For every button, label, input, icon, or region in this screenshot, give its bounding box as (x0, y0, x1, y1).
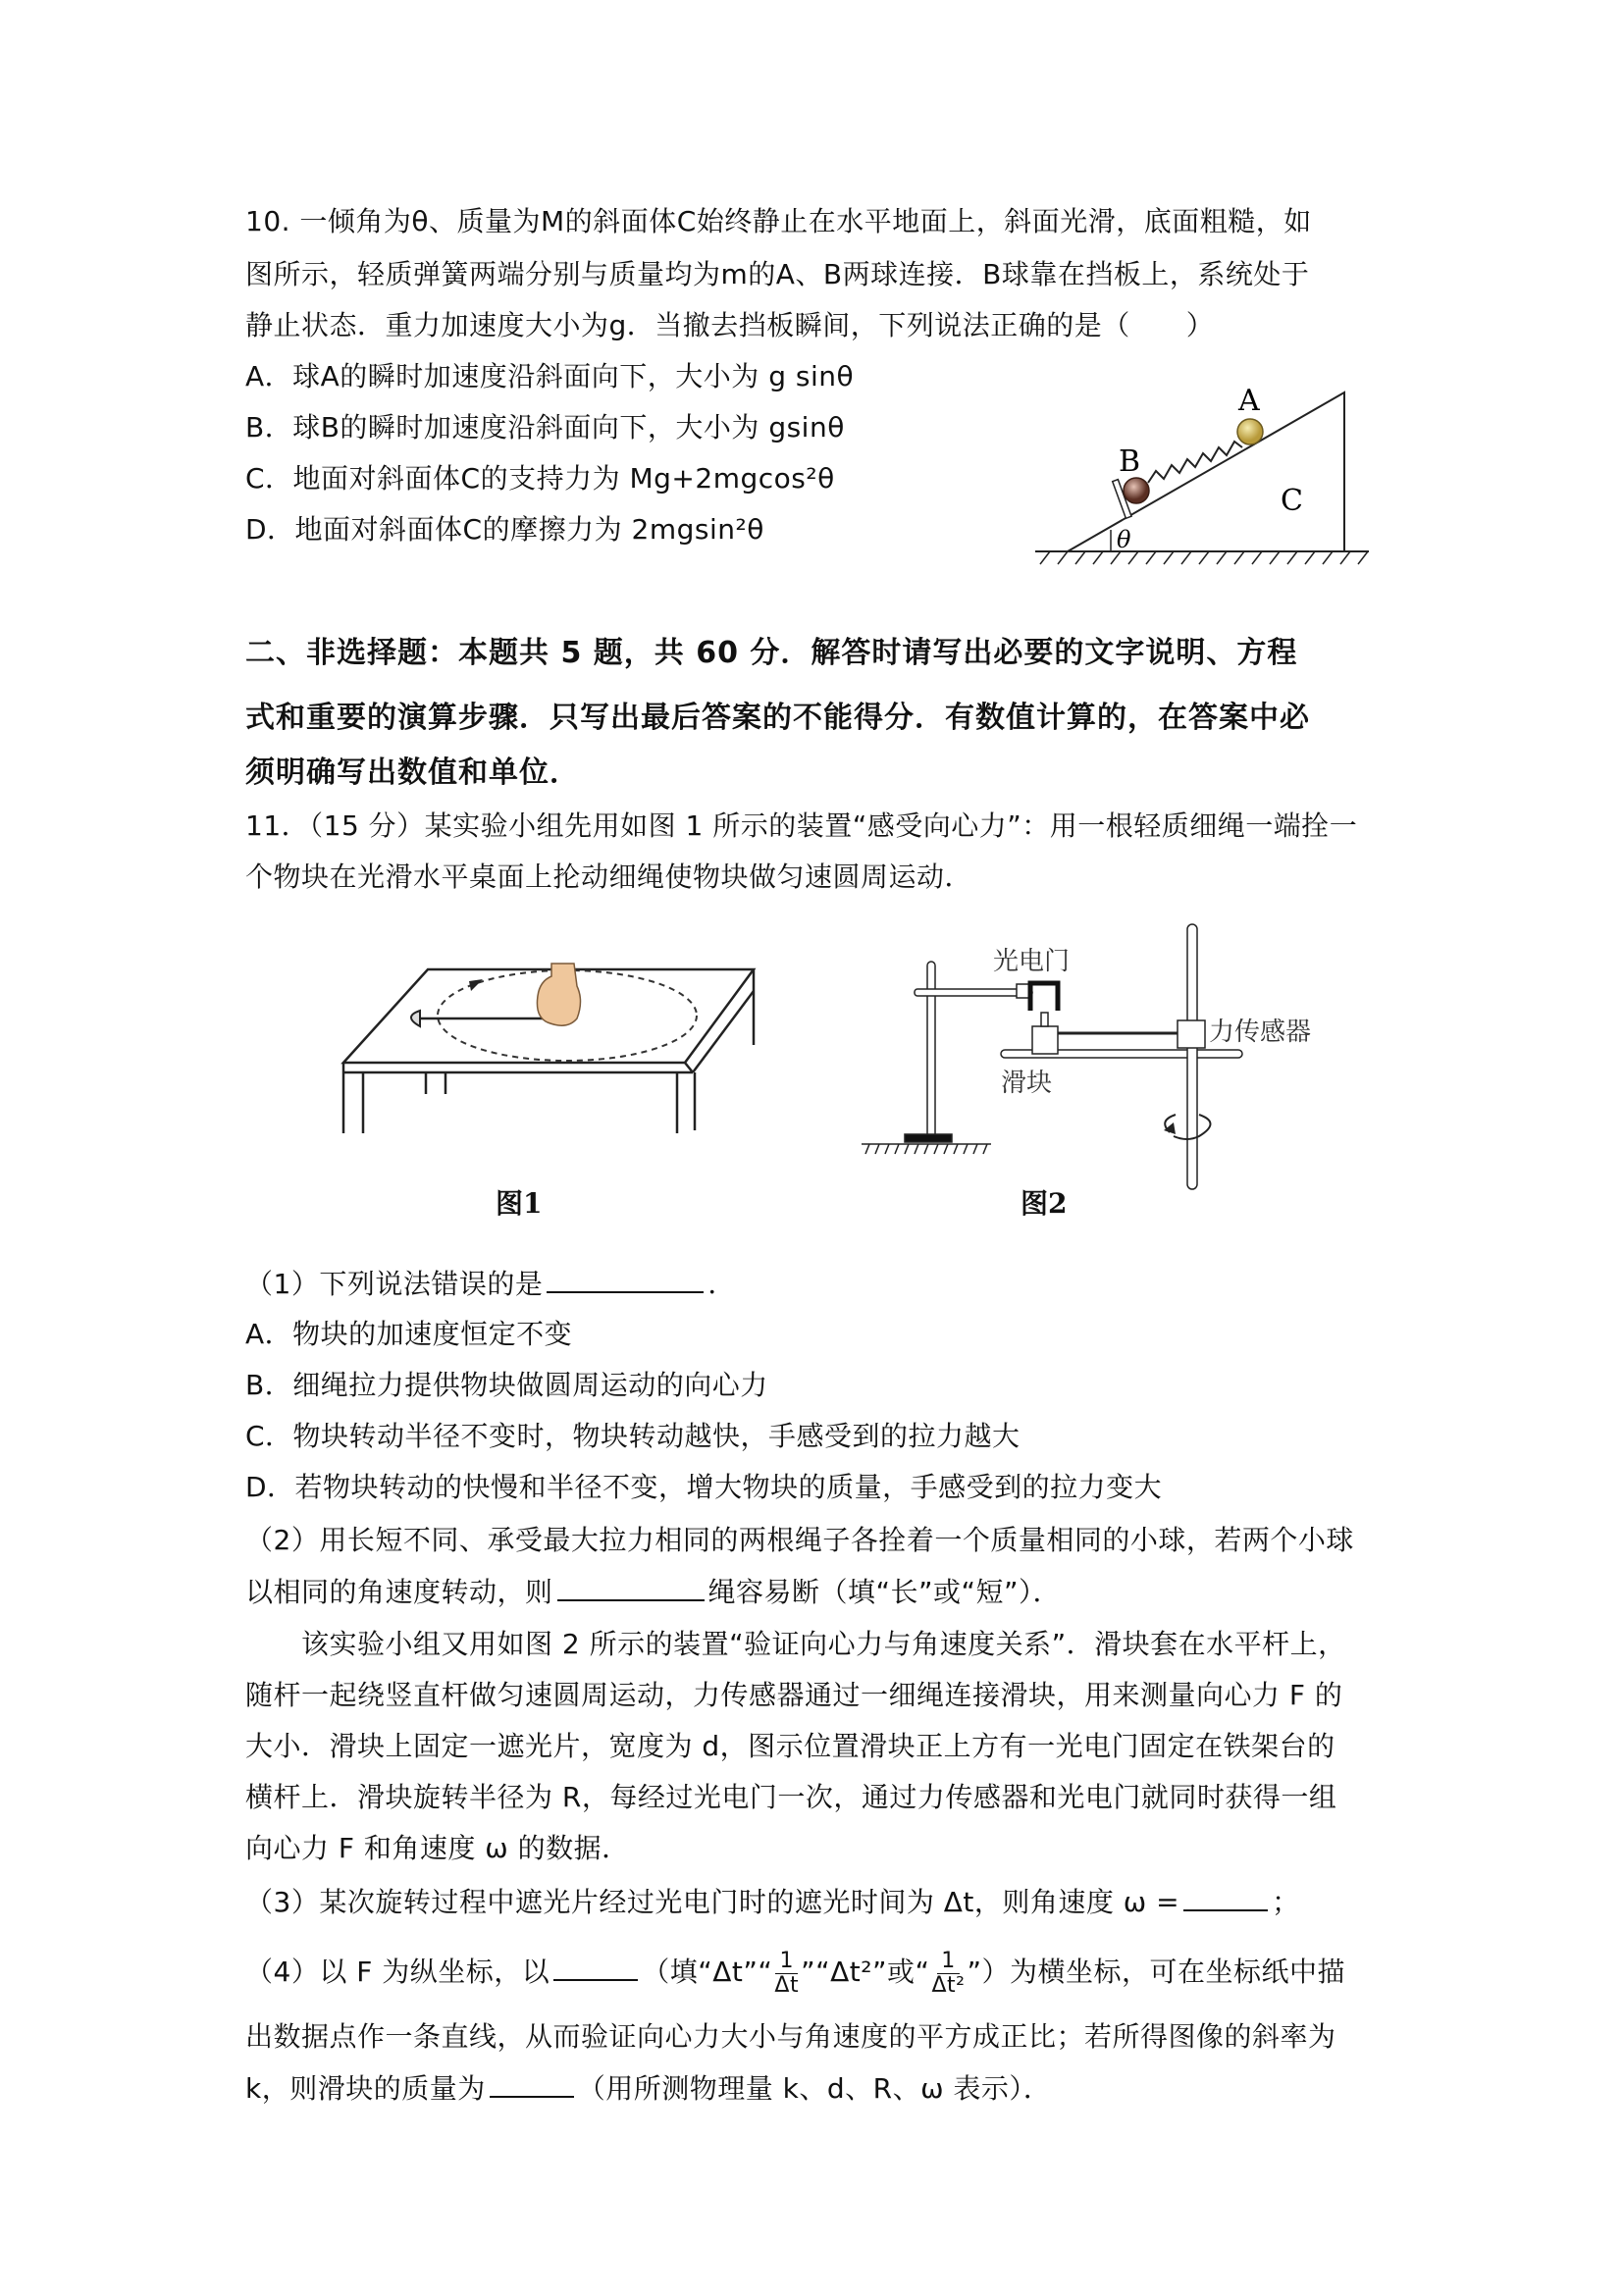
q11-part4-text-a: （4）以 F 为纵坐标，以 (245, 1956, 550, 1988)
label-c: C (1281, 484, 1303, 518)
q11-part2-line-1: （2）用长短不同、承受最大拉力相同的两根绳子各拴着一个质量相同的小球，若两个小球 (245, 1524, 1354, 1556)
q11-part1-option-d: D．若物块转动的快慢和半径不变，增大物块的质量，手感受到的拉力变大 (245, 1471, 1163, 1503)
q11-part4-line-2: 出数据点作一条直线，从而验证向心力大小与角速度的平方成正比；若所得图像的斜率为 (245, 2020, 1336, 2053)
q11-part4-text-d: ”）为横坐标，可在坐标纸中描 (967, 1956, 1345, 1988)
q11-part1-option-a: A．物块的加速度恒定不变 (245, 1318, 573, 1350)
photogate-label: 光电门 (993, 947, 1071, 976)
q11-para-line-3: 大小．滑块上固定一遮光片，宽度为 d，图示位置滑块正上方有一光电门固定在铁架台的 (245, 1730, 1335, 1762)
fraction-numerator: 1 (775, 1950, 798, 1974)
answer-blank-4[interactable] (553, 1954, 638, 1981)
section2-heading-line-3: 须明确写出数值和单位． (245, 756, 580, 790)
ball-b (1124, 478, 1149, 503)
q11-part4-text-b: （填“Δt”“ (642, 1956, 773, 1988)
q11-intro-line-2: 个物块在光滑水平桌面上抡动细绳使物块做匀速圆周运动． (245, 861, 973, 893)
q11-para-line-2: 随杆一起绕竖直杆做匀速圆周运动，力传感器通过一细绳连接滑块，用来测量向心力 F 的 (245, 1679, 1343, 1711)
q11-part4-line3-text-a: k，则滑块的质量为 (245, 2072, 486, 2105)
light-shield (1041, 1013, 1048, 1026)
q10-option-b: B．球B的瞬时加速度沿斜面向下，大小为 gsinθ (245, 411, 845, 444)
q11-part2-text-a: 以相同的角速度转动，则 (245, 1576, 553, 1608)
stand-pole (927, 962, 935, 1138)
q11-part3-text-b: ； (1272, 1886, 1300, 1918)
q11-intro-line-1: 11．（15 分）某实验小组先用如图 1 所示的装置“感受向心力”：用一根轻质细绳一端拴一 (245, 809, 1358, 842)
figure-1-table (324, 942, 795, 1177)
q10-option-c: C．地面对斜面体C的支持力为 Mg+2mgcos²θ (245, 462, 835, 495)
fraction-numerator: 1 (937, 1950, 960, 1974)
q10-option-a: A．球A的瞬时加速度沿斜面向下，大小为 g sinθ (245, 360, 855, 392)
fraction-1-over-dt (774, 1950, 799, 1998)
q10-option-d: D．地面对斜面体C的摩擦力为 2mgsin²θ (245, 513, 764, 546)
q10-stem-line-2: 图所示，轻质弹簧两端分别与质量均为m的A、B两球连接．B球靠在挡板上，系统处于 (245, 258, 1310, 290)
fraction-denominator: Δt² (931, 1972, 966, 1998)
section2-heading-line-1: 二、非选择题：本题共 5 题，共 60 分．解答时请写出必要的文字说明、方程 (245, 636, 1298, 670)
answer-blank-2[interactable] (557, 1574, 705, 1601)
q11-part4-text-c: ”“Δt²”或“ (801, 1956, 930, 1988)
q11-part1-stem-end: ． (707, 1268, 736, 1300)
vertical-shaft (1187, 924, 1197, 1189)
q11-part1-option-c: C．物块转动半径不变时，物块转动越快，手感受到的拉力越大 (245, 1420, 1021, 1452)
ground-hatch (862, 1144, 991, 1154)
answer-blank-3[interactable] (1183, 1884, 1268, 1911)
label-a: A (1238, 384, 1260, 418)
figure-1-label: 图1 (496, 1187, 543, 1220)
q10-stem-line-3: 静止状态．重力加速度大小为g．当撤去挡板瞬间，下列说法正确的是（ ） (245, 309, 1215, 341)
force-sensor (1178, 1020, 1205, 1048)
figure-2-label: 图2 (1021, 1187, 1068, 1220)
q11-part4-line-1 (245, 1945, 1345, 2000)
q11-part4-line-3 (245, 2070, 1051, 2107)
incline-figure (1021, 363, 1393, 579)
q11-part2-line-2 (245, 1574, 1061, 1610)
q11-part1-option-b: B．细绳拉力提供物块做圆周运动的向心力 (245, 1369, 768, 1401)
slider-label: 滑块 (1001, 1069, 1053, 1098)
incline-block-c (1068, 392, 1344, 551)
q11-part3-text-a: （3）某次旋转过程中遮光片经过光电门时的遮光时间为 Δt，则角速度 ω = (245, 1886, 1180, 1918)
force-sensor-label: 力传感器 (1209, 1018, 1312, 1047)
ball-a (1237, 419, 1263, 444)
fraction-1-over-dt2 (931, 1950, 965, 1998)
fraction-denominator: Δt (774, 1972, 800, 1998)
answer-blank-1[interactable] (547, 1266, 704, 1293)
stand-base (905, 1134, 952, 1142)
stand-arm (915, 989, 1032, 996)
photogate (1030, 983, 1058, 1011)
section2-heading-line-2: 式和重要的演算步骤．只写出最后答案的不能得分．有数值计算的，在答案中必 (245, 701, 1310, 735)
q11-part1-stem-text: （1）下列说法错误的是 (245, 1268, 544, 1300)
q11-part2-text-b: 绳容易断（填“长”或“短”）． (707, 1576, 1062, 1608)
answer-blank-5[interactable] (490, 2070, 574, 2098)
q11-para-line-4: 横杆上．滑块旋转半径为 R，每经过光电门一次，通过力传感器和光电门就同时获得一组 (245, 1781, 1337, 1813)
figure-2-apparatus (854, 913, 1403, 1197)
q11-part3 (245, 1884, 1300, 1920)
q11-para-line-1: 该实验小组又用如图 2 所示的装置“验证向心力与角速度关系”．滑块套在水平杆上， (245, 1628, 1346, 1660)
label-b: B (1119, 444, 1141, 479)
label-theta: θ (1117, 526, 1131, 553)
slider-block (1032, 1026, 1058, 1054)
q11-para-line-5: 向心力 F 和角速度 ω 的数据． (245, 1832, 630, 1864)
q10-stem-line-1: 10. 一倾角为θ、质量为M的斜面体C始终静止在水平地面上，斜面光滑，底面粗糙，如 (245, 205, 1312, 237)
q11-part1-stem (245, 1266, 736, 1302)
ground-hatch (1035, 551, 1369, 564)
q11-part4-line3-text-b: （用所测物理量 k、d、R、ω 表示）． (577, 2072, 1052, 2105)
